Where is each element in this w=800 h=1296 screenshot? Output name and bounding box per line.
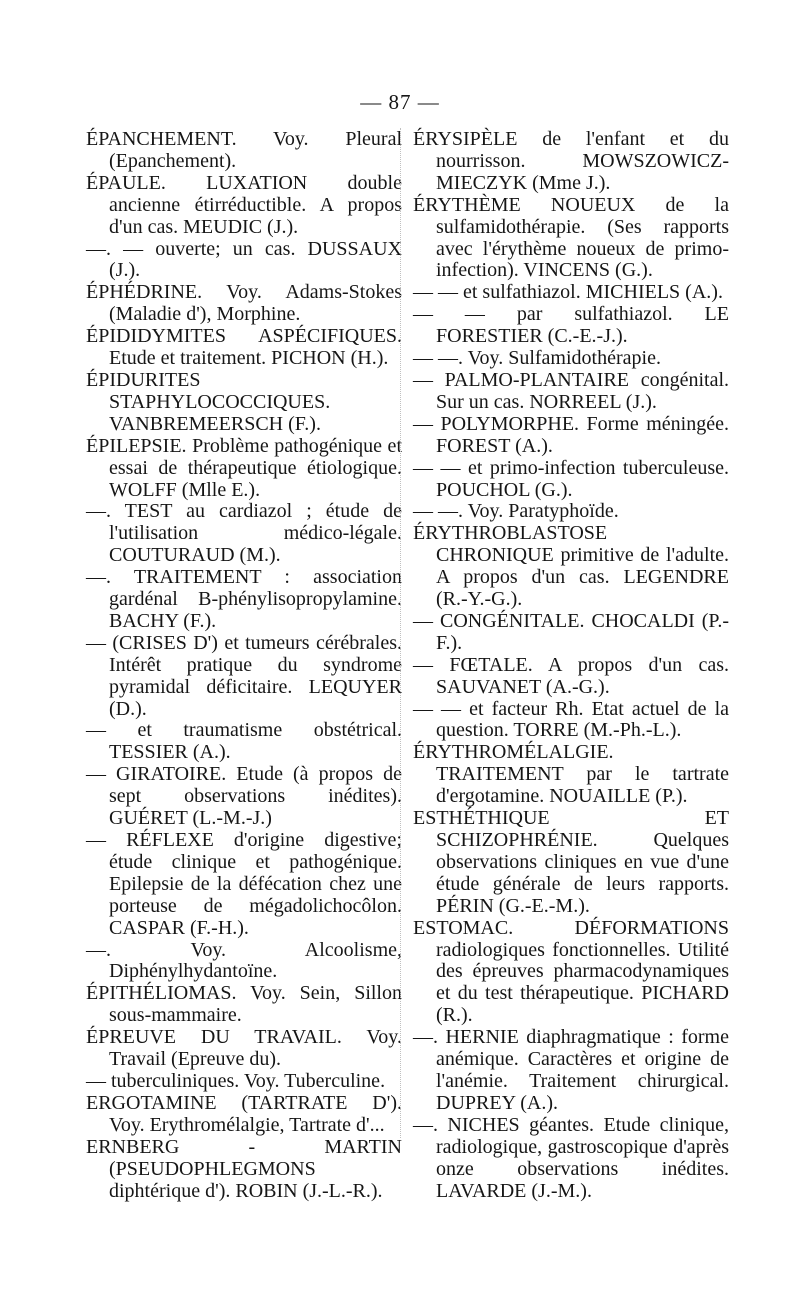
index-entry: —. TEST au cardiazol ; étude de l'utilisation médico-légale. COUTURAUD (M.).: [86, 500, 402, 567]
index-entry: — —. Voy. Paratyphoïde.: [413, 500, 619, 523]
index-entry: ÉPAULE. LUXATION double ancienne étirréductible. A propos d'un cas. MEUDIC (J.).: [86, 171, 402, 238]
index-entry: —. TRAITEMENT : association gardénal B-phénylisopropylamine. BACHY (F.).: [86, 566, 402, 632]
right-column: [413, 129, 729, 1202]
left-column: [86, 129, 402, 1202]
index-entry: — tuberculiniques. Voy. Tuberculine.: [86, 1069, 386, 1092]
index-entry: — FŒTALE. A propos d'un cas. SAUVANET (A.-G.).: [413, 653, 729, 698]
index-entry: ÉPILEPSIE. Problème pathogénique et essai de thérapeutique étiologique. WOLFF (Mlle E.).: [86, 434, 402, 501]
index-entry: ESTHÉTHIQUE ET SCHIZOPHRÉNIE. Quelques observations cliniques en vue d'une étude générale de leurs rapports. PÉRIN (G.-E.-M.).: [413, 807, 729, 917]
index-entry: ÉRYTHROBLASTOSE CHRONIQUE primitive de l'adulte. A propos d'un cas. LEGENDRE (R.-Y.-G.).: [413, 522, 729, 611]
index-entry: ÉPREUVE DU TRAVAIL. Voy. Travail (Epreuve du).: [86, 1026, 402, 1071]
index-entry: ÉPIDURITES STAPHYLOCOCCIQUES. VANBREMEERSCH (F.).: [86, 368, 331, 435]
index-entry: — CONGÉNITALE. CHOCALDI (P.-F.).: [413, 609, 729, 654]
index-entry: — — et facteur Rh. Etat actuel de la question. TORRE (M.-Ph.-L.).: [413, 697, 729, 742]
index-entry: — POLYMORPHE. Forme méningée. FOREST (A.).: [413, 412, 729, 457]
index-entry: — — et primo-infection tuberculeuse. POUCHOL (G.).: [413, 456, 729, 501]
page-number: — 87 —: [360, 90, 440, 114]
index-entry: —. NICHES géantes. Etude clinique, radiologique, gastroscopique d'après onze observations inédites. LAVARDE (J.-M.).: [413, 1113, 729, 1202]
index-entry: — —. Voy. Sulfamidothérapie.: [413, 347, 661, 370]
index-entry: ERNBERG - MARTIN (PSEUDOPHLEGMONS diphtérique d'). ROBIN (J.-L.-R.).: [86, 1135, 402, 1202]
index-entry: ERGOTAMINE (TARTRATE D'). Voy. Erythromélalgie, Tartrate d'...: [86, 1091, 402, 1136]
index-entry: — — par sulfathiazol. LE FORESTIER (C.-E.-J.).: [413, 303, 729, 348]
index-entry: ÉPITHÉLIOMAS. Voy. Sein, Sillon sous-mammaire.: [86, 982, 402, 1027]
index-entry: —. — ouverte; un cas. DUSSAUX (J.).: [86, 237, 402, 282]
index-entry: ÉPHÉDRINE. Voy. Adams-Stokes (Maladie d'), Morphine.: [86, 281, 402, 326]
index-entry: — et traumatisme obstétrical. TESSIER (A.).: [86, 719, 402, 764]
index-entry: — (CRISES D') et tumeurs cérébrales. Intérêt pratique du syndrome pyramidal déficitaire. LEQUYER (D.).: [86, 631, 402, 720]
index-entry: ÉPIDIDYMITES ASPÉCIFIQUES. Etude et traitement. PICHON (H.).: [86, 325, 402, 370]
index-entry: —. Voy. Alcoolisme, Diphénylhydantoïne.: [86, 938, 402, 983]
index-entry: ESTOMAC. DÉFORMATIONS radiologiques fonctionnelles. Utilité des épreuves pharmacodynamiques et du test thérapeutique. PICHARD (R.).: [413, 916, 729, 1027]
index-entry: ÉPANCHEMENT. Voy. Pleural (Epanchement).: [86, 128, 402, 172]
index-entry: ÉRYSIPÈLE de l'enfant et du nourrisson. MOWSZOWICZ-MIECZYK (Mme J.).: [413, 128, 729, 194]
index-entry: —. HERNIE diaphragmatique : forme anémique. Caractères et origine de l'anémie. Traitement chirurgical. DUPREY (A.).: [413, 1026, 729, 1114]
index-entry: — PALMO-PLANTAIRE congénital. Sur un cas. NORREEL (J.).: [413, 368, 729, 413]
index-entry: ÉRYTHROMÉLALGIE. TRAITEMENT par le tartrate d'ergotamine. NOUAILLE (P.).: [413, 741, 729, 808]
column-divider: [400, 128, 401, 1138]
index-entry: — GIRATOIRE. Etude (à propos de sept observations inédites). GUÉRET (L.-M.-J.): [86, 763, 402, 830]
index-entry: ÉRYTHÈME NOUEUX de la sulfamidothérapie. (Ses rapports avec l'érythème noueux de primo-infection). VINCENS (G.).: [413, 193, 729, 282]
index-entry: — RÉFLEXE d'origine digestive; étude clinique et pathogénique. Epilepsie de la défécation chez une porteuse de mégadolichocôlon. CASPAR (F.-H.).: [86, 829, 402, 939]
index-entry: — — et sulfathiazol. MICHIELS (A.).: [413, 281, 723, 304]
